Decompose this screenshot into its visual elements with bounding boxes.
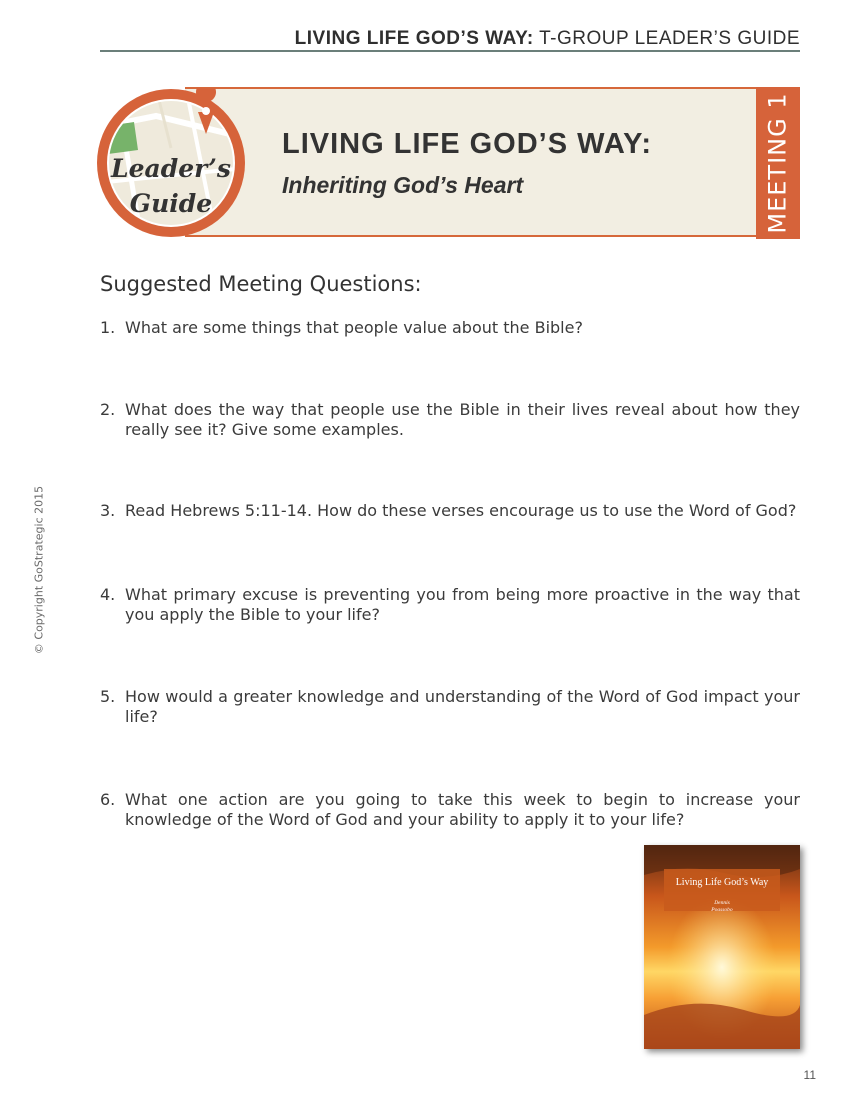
badge-line-1: Leader’s bbox=[111, 154, 231, 183]
copyright-notice: © Copyright GoStrategic 2015 bbox=[32, 485, 46, 655]
question-item bbox=[100, 687, 800, 727]
question-item bbox=[100, 790, 800, 830]
banner-subtitle: Inheriting God’s Heart bbox=[282, 172, 524, 198]
question-text: How would a greater knowledge and understanding of the Word of God impact your life? bbox=[125, 687, 800, 726]
question-text: Read Hebrews 5:11-14. How do these verses encourage us to use the Word of God? bbox=[125, 501, 797, 520]
running-title-light: T-GROUP LEADER’S GUIDE bbox=[533, 28, 800, 49]
question-number: 2. bbox=[100, 400, 116, 419]
book-author bbox=[700, 900, 744, 914]
banner-title: LIVING LIFE GOD’S WAY: bbox=[282, 128, 653, 160]
meeting-tab bbox=[756, 87, 800, 239]
section-title: Suggested Meeting Questions: bbox=[100, 272, 422, 296]
running-title-bold: LIVING LIFE GOD’S WAY: bbox=[294, 28, 534, 49]
meeting-tab-label: MEETING 1 bbox=[764, 92, 793, 234]
question-text: What are some things that people value about the Bible? bbox=[125, 318, 583, 337]
question-number: 3. bbox=[100, 501, 116, 520]
question-item bbox=[100, 318, 800, 338]
question-number: 1. bbox=[100, 318, 116, 337]
question-number: 6. bbox=[100, 790, 116, 809]
question-item bbox=[100, 501, 800, 521]
page-number: 11 bbox=[803, 1068, 816, 1082]
running-header bbox=[100, 28, 800, 50]
meeting-banner bbox=[185, 87, 800, 237]
book-cover-image bbox=[644, 845, 800, 1049]
question-item bbox=[100, 400, 800, 440]
question-text: What one action are you going to take this week to begin to increase your knowledge of the Word of God and your ability to apply it to your life? bbox=[125, 790, 800, 829]
question-number: 4. bbox=[100, 585, 116, 604]
question-item bbox=[100, 585, 800, 625]
book-title: Living Life God’s Way bbox=[675, 877, 769, 888]
question-text: What primary excuse is preventing you from being more proactive in the way that you apply the Bible to your life? bbox=[125, 585, 800, 624]
badge-line-2: Guide bbox=[129, 189, 213, 218]
question-text: What does the way that people use the Bible in their lives reveal about how they really see it? Give some examples. bbox=[125, 400, 800, 439]
book-author-line-1: Dennis bbox=[714, 900, 730, 906]
question-number: 5. bbox=[100, 687, 116, 706]
header-rule bbox=[100, 50, 800, 52]
book-author-line-2: Poassobo bbox=[711, 907, 733, 913]
